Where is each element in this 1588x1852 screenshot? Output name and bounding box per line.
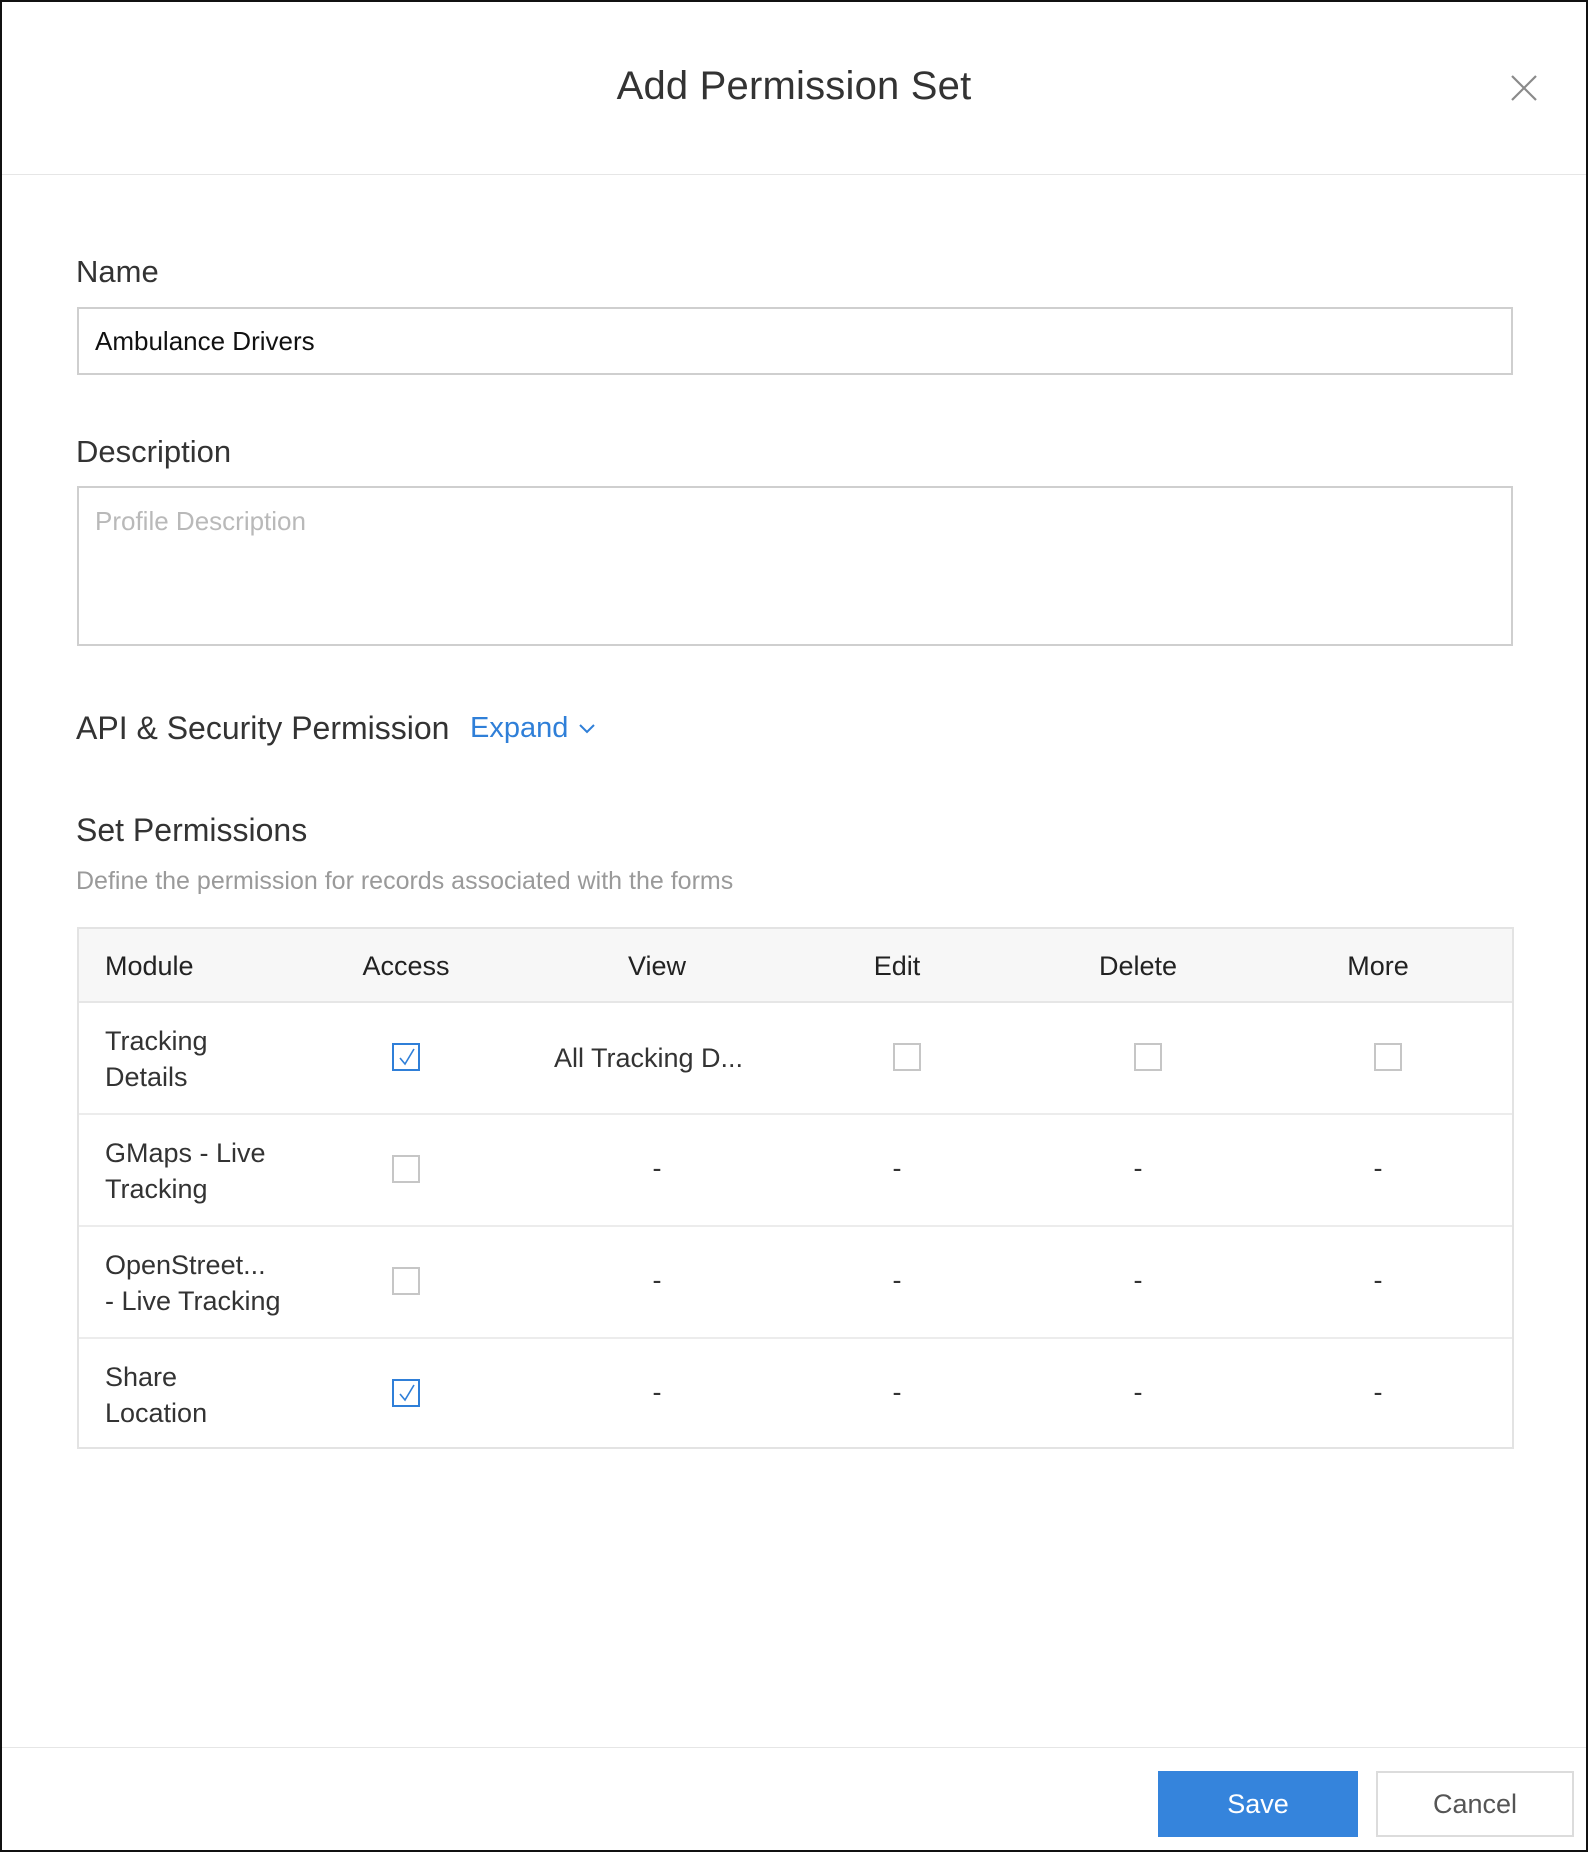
module-name: OpenStreet... - Live Tracking <box>105 1250 281 1316</box>
permissions-table <box>77 927 1514 1449</box>
access-checkbox[interactable] <box>392 1267 420 1295</box>
column-header-more: More <box>1347 951 1409 981</box>
view-value: - <box>652 1265 662 1295</box>
edit-value: - <box>892 1377 902 1407</box>
cancel-button[interactable]: Cancel <box>1376 1771 1574 1837</box>
column-header-view: View <box>627 951 687 981</box>
more-value: - <box>1373 1153 1383 1183</box>
view-value: - <box>652 1153 662 1183</box>
description-label: Description <box>76 434 232 469</box>
set-permissions-subtitle: Define the permission for records associated with the forms <box>76 867 734 895</box>
expand-link[interactable] <box>470 712 596 745</box>
more-value: - <box>1373 1265 1383 1295</box>
dialog-header <box>2 2 1586 175</box>
delete-value: - <box>1133 1153 1143 1183</box>
more-checkbox[interactable] <box>1374 1043 1402 1071</box>
module-name: Tracking Details <box>105 1026 208 1092</box>
table-row <box>79 1339 1512 1451</box>
close-icon <box>1504 68 1544 108</box>
delete-checkbox[interactable] <box>1134 1043 1162 1071</box>
table-row <box>79 1227 1512 1339</box>
delete-value: - <box>1133 1265 1143 1295</box>
checkmark-icon <box>397 1383 417 1403</box>
access-checkbox[interactable] <box>392 1379 420 1407</box>
save-button[interactable]: Save <box>1158 1771 1358 1837</box>
column-header-delete: Delete <box>1098 951 1178 981</box>
table-row <box>79 1003 1512 1115</box>
view-scope-select[interactable]: All Tracking D... <box>554 1043 744 1073</box>
api-security-section-title: API & Security Permission <box>76 710 450 746</box>
column-header-access: Access <box>362 951 450 981</box>
table-header <box>79 929 1512 1003</box>
description-input[interactable] <box>77 486 1513 646</box>
table-row <box>79 1115 1512 1227</box>
set-permissions-title: Set Permissions <box>76 812 308 848</box>
access-checkbox[interactable] <box>392 1043 420 1071</box>
view-value: - <box>652 1377 662 1407</box>
edit-value: - <box>892 1265 902 1295</box>
column-header-module: Module <box>105 951 194 981</box>
checkmark-icon <box>397 1047 417 1067</box>
access-checkbox[interactable] <box>392 1155 420 1183</box>
chevron-down-icon <box>578 723 596 735</box>
delete-value: - <box>1133 1377 1143 1407</box>
dialog-footer <box>2 1747 1586 1851</box>
dialog-title: Add Permission Set <box>616 64 972 108</box>
column-header-edit: Edit <box>873 951 921 981</box>
close-button[interactable] <box>1504 68 1544 108</box>
expand-label: Expand <box>470 712 569 744</box>
edit-value: - <box>892 1153 902 1183</box>
module-name: Share Location <box>105 1362 208 1428</box>
module-name: GMaps - Live Tracking <box>105 1138 266 1204</box>
name-input[interactable] <box>77 307 1513 375</box>
name-label: Name <box>76 254 159 289</box>
edit-checkbox[interactable] <box>893 1043 921 1071</box>
more-value: - <box>1373 1377 1383 1407</box>
